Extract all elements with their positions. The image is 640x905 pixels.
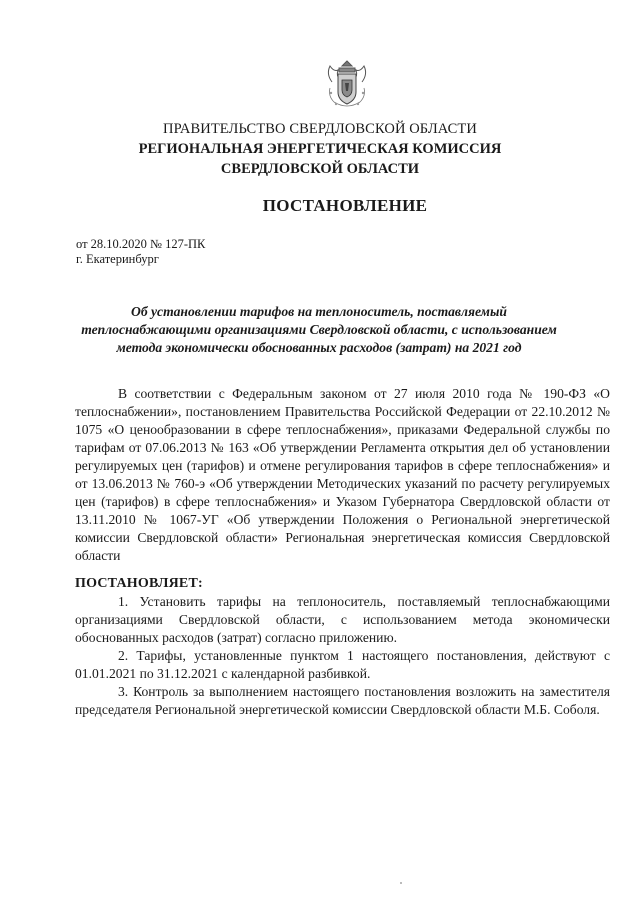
commission-name: РЕГИОНАЛЬНАЯ ЭНЕРГЕТИЧЕСКАЯ КОМИССИЯ <box>138 141 502 157</box>
scan-speck <box>400 882 402 884</box>
document-city: г. Екатеринбург <box>76 252 159 266</box>
document-date-number: от 28.10.2020 № 127-ПК <box>76 237 206 251</box>
document-subject: Об установлении тарифов на теплоноситель, поставляемый теплоснабжающими организациями Свердловской области, с использованием метода экономически обоснованных расходов (затрат) на 2021 год <box>81 304 557 355</box>
decree-word: ПОСТАНОВЛЯЕТ: <box>75 576 203 591</box>
preamble-paragraph: В соответствии с Федеральным законом от 27 июля 2010 года № 190-ФЗ «О теплоснабжении», постановлением Правительства Российской Федерации от 22.10.2012 № 1075 «О ценообразовании в сфере теплоснабжения», приказами Федеральной службы по тарифам от 07.06.2013 № 163 «Об утверждении Регламента открытия дел об установлении регулируемых цен (тарифов) и отмене регулирования тарифов в сфере теплоснабжения» и от 13.06.2013 № 760-э «Об утверждении Методических указаний по расчету регулируемых цен (тарифов) в сфере теплоснабжения» и Указом Губернатора Свердловской области от 13.11.2010 № 1067-УГ «Об утверждении Положения о Региональной энергетической комиссии Свердловской области» Региональная энергетическая комиссия Свердловской области <box>75 386 610 563</box>
coat-of-arms-icon <box>322 60 372 110</box>
decree-item-1: 1. Установить тарифы на теплоноситель, поставляемый теплоснабжающими организациями Свердловской области, с использованием метода экономически обоснованных расходов (затрат) согласно приложению. <box>75 594 610 645</box>
commission-region: СВЕРДЛОВСКОЙ ОБЛАСТИ <box>220 161 420 177</box>
decree-item-3: 3. Контроль за выполнением настоящего постановления возложить на заместителя председателя Региональной энергетической комиссии Свердловской области М.Б. Соболя. <box>75 684 610 717</box>
decree-item-2: 2. Тарифы, установленные пунктом 1 настоящего постановления, действуют с 01.01.2021 по 31.12.2021 с календарной разбивкой. <box>75 648 610 681</box>
government-name: ПРАВИТЕЛЬСТВО СВЕРДЛОВСКОЙ ОБЛАСТИ <box>163 121 477 137</box>
document-type-title: ПОСТАНОВЛЕНИЕ <box>262 196 428 215</box>
